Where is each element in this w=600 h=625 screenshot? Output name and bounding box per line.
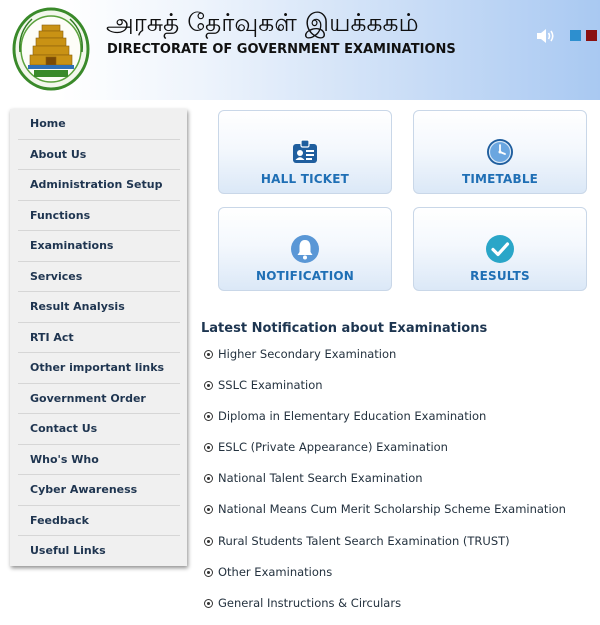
sidebar-item-administration-setup[interactable]: Administration Setup bbox=[18, 170, 180, 201]
notification-link-eslc[interactable] bbox=[204, 437, 566, 468]
theme-blue-button[interactable] bbox=[570, 30, 581, 41]
bullet-icon bbox=[204, 599, 213, 608]
speaker-icon[interactable] bbox=[536, 27, 556, 45]
timetable-label: TIMETABLE bbox=[461, 172, 539, 186]
sidebar-item-examinations[interactable]: Examinations bbox=[18, 231, 180, 262]
sidebar-menu bbox=[10, 109, 187, 566]
bullet-icon bbox=[204, 412, 213, 421]
bullet-icon bbox=[204, 443, 213, 452]
theme-red-button[interactable] bbox=[586, 30, 597, 41]
results-label: RESULTS bbox=[470, 269, 530, 283]
sidebar-item-functions[interactable]: Functions bbox=[18, 201, 180, 232]
sidebar-item-whos-who[interactable]: Who's Who bbox=[18, 445, 180, 476]
bell-icon bbox=[290, 234, 320, 264]
sidebar-item-feedback[interactable]: Feedback bbox=[18, 506, 180, 537]
notification-text: Other Examinations bbox=[218, 564, 333, 579]
sidebar-item-other-important-links[interactable]: Other important links bbox=[18, 353, 180, 384]
notification-text: National Talent Search Examination bbox=[218, 471, 423, 486]
bullet-icon bbox=[204, 474, 213, 483]
notification-text: Diploma in Elementary Education Examination bbox=[218, 409, 487, 424]
notification-link-other-examinations[interactable] bbox=[204, 562, 566, 593]
sidebar-item-about-us[interactable]: About Us bbox=[18, 140, 180, 171]
notification-text: Rural Students Talent Search Examination (TRUST) bbox=[218, 533, 510, 548]
bullet-icon bbox=[204, 350, 213, 359]
notification-link-national-talent[interactable] bbox=[204, 468, 566, 499]
notification-link-sslc[interactable] bbox=[204, 375, 566, 406]
id-badge-icon bbox=[290, 137, 320, 167]
sidebar-item-contact-us[interactable]: Contact Us bbox=[18, 414, 180, 445]
notification-label: NOTIFICATION bbox=[255, 269, 354, 283]
notification-text: General Instructions & Circulars bbox=[218, 595, 402, 610]
notification-text: Higher Secondary Examination bbox=[218, 347, 397, 361]
check-circle-icon bbox=[485, 234, 515, 264]
notification-link-general-instructions[interactable] bbox=[204, 593, 566, 624]
sidebar-item-services[interactable]: Services bbox=[18, 262, 180, 293]
sidebar-item-result-analysis[interactable]: Result Analysis bbox=[18, 292, 180, 323]
notifications-list bbox=[204, 344, 566, 624]
notification-tile[interactable] bbox=[218, 207, 392, 291]
bullet-icon bbox=[204, 505, 213, 514]
notification-link-diploma[interactable] bbox=[204, 406, 566, 437]
bullet-icon bbox=[204, 381, 213, 390]
site-title-english: DIRECTORATE OF GOVERNMENT EXAMINATIONS bbox=[107, 42, 456, 57]
site-header bbox=[0, 0, 600, 100]
notification-link-trust[interactable] bbox=[204, 531, 566, 562]
tamil-nadu-emblem-icon[interactable] bbox=[12, 7, 90, 91]
sidebar-item-useful-links[interactable]: Useful Links bbox=[30, 544, 106, 557]
sidebar-item-home[interactable]: Home bbox=[18, 109, 180, 140]
notification-text: SSLC Examination bbox=[218, 378, 323, 393]
notifications-heading: Latest Notification about Examinations bbox=[201, 321, 488, 336]
site-title-tamil: அரசுத் தேர்வுகள் இயக்ககம் bbox=[106, 8, 419, 37]
notification-text: National Means Cum Merit Scholarship Scheme Examination bbox=[218, 502, 566, 517]
timetable-tile[interactable] bbox=[413, 110, 587, 194]
notification-text: ESLC (Private Appearance) Examination bbox=[218, 440, 448, 455]
bullet-icon bbox=[204, 568, 213, 577]
sidebar-item-rti-act[interactable]: RTI Act bbox=[18, 323, 180, 354]
sidebar-item-government-order[interactable]: Government Order bbox=[18, 384, 180, 415]
notification-link-higher-secondary[interactable] bbox=[204, 344, 566, 375]
notification-link-nmms[interactable] bbox=[204, 499, 566, 530]
hall-ticket-label: HALL TICKET bbox=[260, 172, 350, 186]
sidebar-item-cyber-awareness[interactable]: Cyber Awareness bbox=[18, 475, 180, 506]
hall-ticket-tile[interactable] bbox=[218, 110, 392, 194]
bullet-icon bbox=[204, 537, 213, 546]
results-tile[interactable] bbox=[413, 207, 587, 291]
clock-icon bbox=[485, 137, 515, 167]
